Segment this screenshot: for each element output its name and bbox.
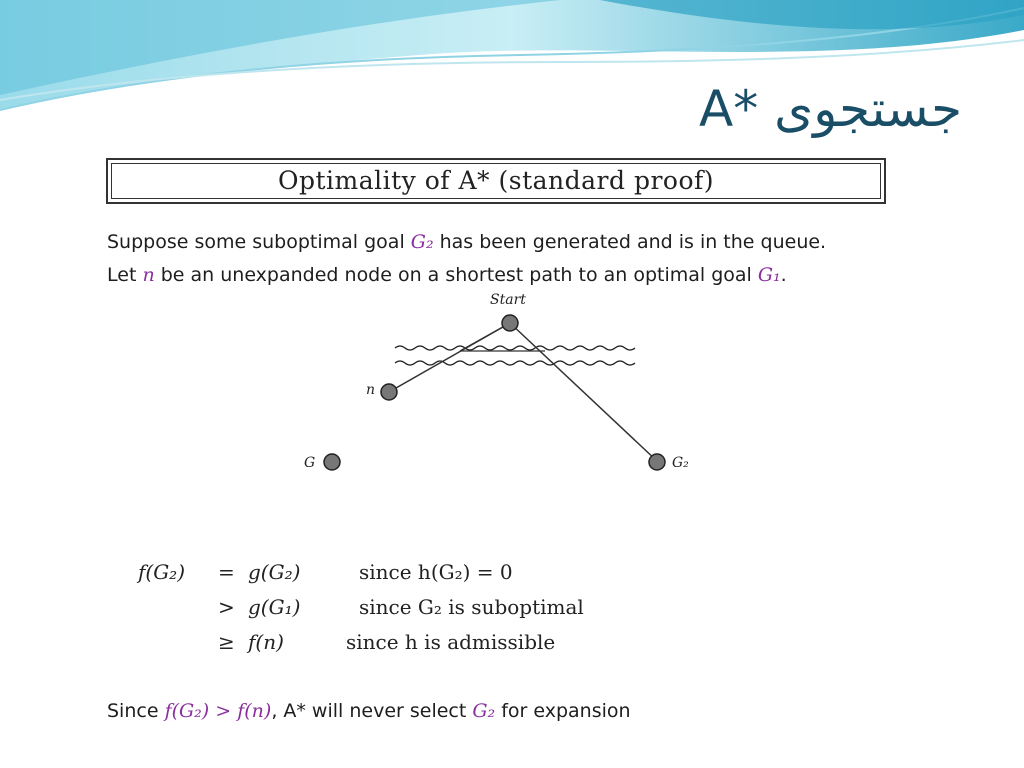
intro-text: Suppose some suboptimal goal bbox=[107, 231, 411, 253]
conclusion-text: for expansion bbox=[495, 700, 631, 722]
title-en: A* bbox=[699, 80, 759, 138]
label-start: Start bbox=[490, 292, 526, 308]
proof-line-3-rhs bbox=[248, 630, 284, 654]
proof-line-2-rel: > bbox=[218, 595, 235, 619]
intro-line-2 bbox=[107, 264, 787, 286]
section-heading bbox=[106, 158, 886, 204]
section-heading-text: Optimality of A* (standard proof) bbox=[277, 166, 715, 195]
intro-text: . bbox=[780, 264, 787, 286]
conclusion bbox=[107, 700, 631, 722]
label-g: G bbox=[304, 455, 316, 471]
wavy-line-bottom bbox=[395, 361, 635, 365]
conclusion-var: G₂ bbox=[472, 700, 496, 722]
intro-text: Let bbox=[107, 264, 143, 286]
proof-line-1-lhs bbox=[138, 560, 185, 584]
conclusion-text: Since bbox=[107, 700, 165, 722]
var-g1: G₁ bbox=[757, 264, 781, 286]
node-g2 bbox=[649, 454, 665, 470]
intro-text: be an unexpanded node on a shortest path to an optimal goal bbox=[154, 264, 758, 286]
proof-rhs: g(G₁) bbox=[248, 595, 301, 619]
label-n: n bbox=[366, 382, 376, 398]
proof-rhs: g(G₂) bbox=[248, 560, 301, 584]
title-fa: جستجوی bbox=[774, 80, 962, 138]
conclusion-text: , A* will never select bbox=[271, 700, 473, 722]
var-g2: G₂ bbox=[410, 231, 434, 253]
proof-line-2-rhs bbox=[248, 595, 300, 619]
proof-line-2-reason: since G₂ is suboptimal bbox=[359, 595, 584, 619]
slide-title bbox=[685, 80, 962, 138]
proof-line-1-rel: = bbox=[218, 560, 235, 584]
proof-line-1-reason: since h(G₂) = 0 bbox=[359, 560, 513, 584]
proof-line-1-rhs bbox=[248, 560, 300, 584]
wavy-line-top bbox=[395, 346, 635, 350]
proof-lhs: f(G₂) bbox=[138, 560, 186, 584]
search-tree-diagram bbox=[280, 285, 720, 485]
proof-rhs: f(n) bbox=[248, 630, 284, 654]
conclusion-expr: f(G₂) > f(n) bbox=[164, 700, 272, 722]
var-n: n bbox=[142, 264, 155, 286]
edge-start-g2 bbox=[510, 323, 657, 461]
proof-line-3-rel: ≥ bbox=[218, 630, 235, 654]
node-g bbox=[324, 454, 340, 470]
intro-line-1 bbox=[107, 231, 826, 253]
label-g2: G₂ bbox=[672, 455, 689, 471]
intro-text: has been generated and is in the queue. bbox=[433, 231, 827, 253]
node-start bbox=[502, 315, 518, 331]
node-n bbox=[381, 384, 397, 400]
proof-line-3-reason: since h is admissible bbox=[346, 630, 556, 654]
